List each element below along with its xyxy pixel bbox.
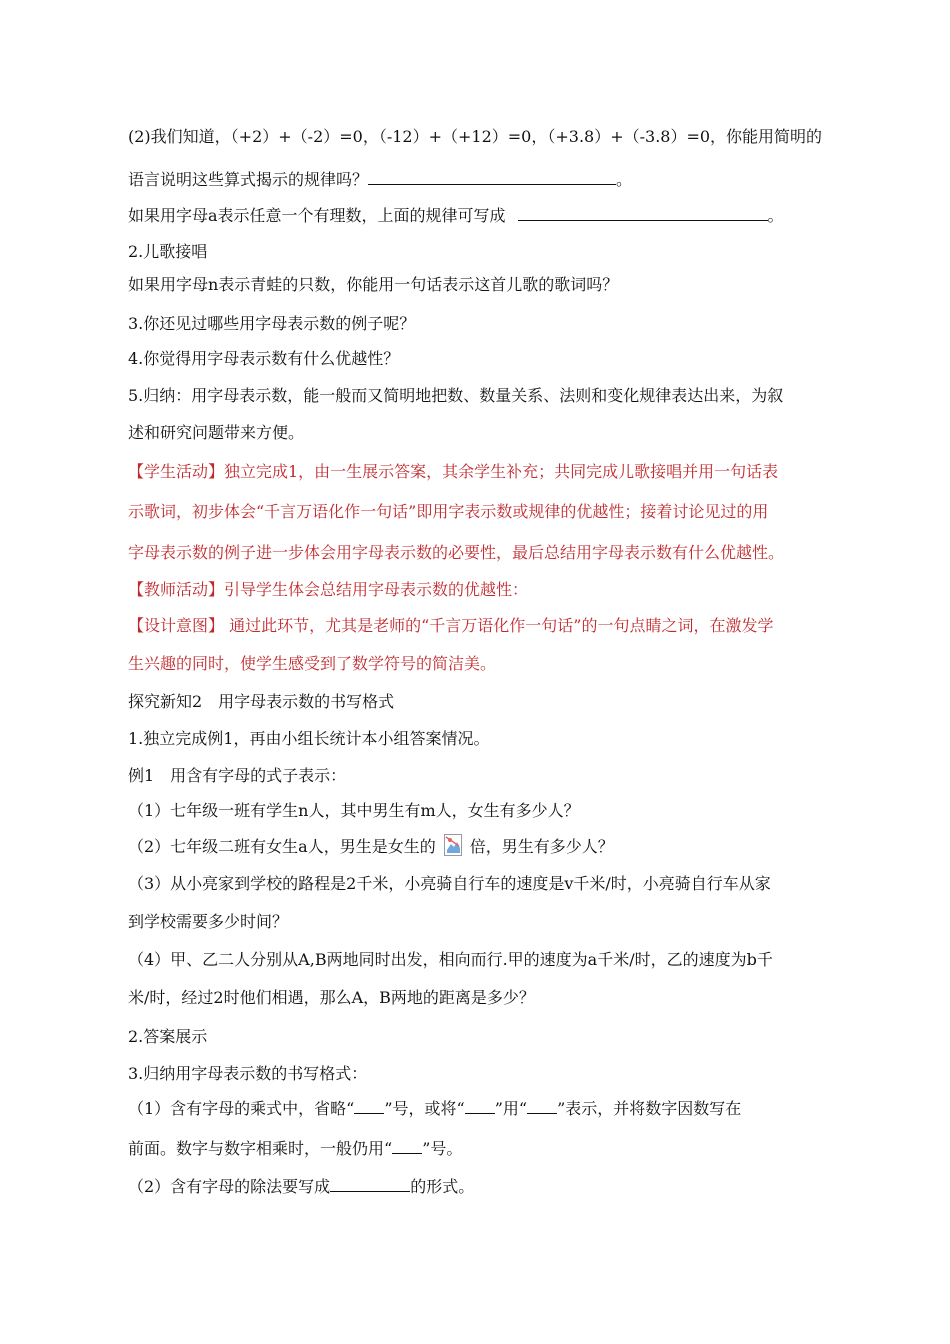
text-line: 1.独立完成例1，再由小组长统计本小组答案情况。 <box>128 729 490 748</box>
text-line: 如果用字母a表示任意一个有理数，上面的规律可写成 。 <box>128 206 784 225</box>
student-activity-text: 示歌词，初步体会“千言万语化作一句话”即用字表示数或规律的优越性；接着讨论见过的用 <box>128 502 769 521</box>
example-heading: 例1 用含有字母的式子表示： <box>128 766 347 785</box>
text-line: 米/时，经过2时他们相遇，那么A，B两地的距离是多少？ <box>128 988 535 1007</box>
broken-image-icon <box>444 834 462 856</box>
text-line: (2)我们知道，（+2）+（-2）=0，（-12）+（+12）=0，（+3.8）+（-3.8）=0，你能用简明的 <box>128 127 823 146</box>
text-line: （4）甲、乙二人分别从A,B两地同时出发，相向而行.甲的速度为a千米/时，乙的速度为b千 <box>128 950 773 969</box>
text-line: 如果用字母n表示青蛙的只数，你能用一句话表示这首儿歌的歌词吗？ <box>128 275 619 294</box>
text-line: （2）含有字母的除法要写成 的形式。 <box>128 1177 475 1196</box>
text-line: 述和研究问题带来方便。 <box>128 423 305 442</box>
teacher-activity-text: 【教师活动】引导学生体会总结用字母表示数的优越性： <box>128 580 529 599</box>
text-line: 到学校需要多少时间？ <box>128 912 289 931</box>
fill-in-blank[interactable] <box>354 1097 384 1114</box>
fill-in-blank[interactable] <box>527 1097 557 1114</box>
fill-in-blank[interactable] <box>368 168 616 185</box>
student-activity-text: 字母表示数的例子进一步体会用字母表示数的必要性，最后总结用字母表示数有什么优越性。 <box>128 543 785 562</box>
text-line: 前面。数字与数字相乘时，一般仍用“ ”号。 <box>128 1139 463 1158</box>
fill-in-blank[interactable] <box>392 1137 422 1154</box>
text-line: 3.归纳用字母表示数的书写格式： <box>128 1064 368 1083</box>
text-line: 2.答案展示 <box>128 1027 208 1046</box>
text-line: （1）含有字母的乘式中，省略“ ”号，或将“ ”用“ ”表示，并将数字因数写在 <box>128 1099 742 1118</box>
design-intent-text: 生兴趣的同时，使学生感受到了数学符号的简洁美。 <box>128 654 497 673</box>
text-line: （1）七年级一班有学生n人，其中男生有m人，女生有多少人？ <box>128 801 580 820</box>
text-line: 5.归纳：用字母表示数，能一般而又简明地把数、数量关系、法则和变化规律表达出来，为叙 <box>128 386 784 405</box>
section-heading: 探究新知2 用字母表示数的书写格式 <box>128 692 395 711</box>
fill-in-blank[interactable] <box>518 204 768 221</box>
text-line: 语言说明这些算式揭示的规律吗？ 。 <box>128 170 633 189</box>
fill-in-blank[interactable] <box>465 1097 495 1114</box>
text-line: （2）七年级二班有女生a人，男生是女生的 倍，男生有多少人？ <box>128 835 614 859</box>
student-activity-text: 【学生活动】独立完成1，由一生展示答案，其余学生补充；共同完成儿歌接唱并用一句话表 <box>128 462 779 481</box>
design-intent-text: 【设计意图】 通过此环节，尤其是老师的“千言万语化作一句话”的一句点睛之词，在激发学 <box>128 616 774 635</box>
section-heading: 2.儿歌接唱 <box>128 242 208 261</box>
text-line: （3）从小亮家到学校的路程是2千米，小亮骑自行车的速度是v千米/时，小亮骑自行车从家 <box>128 874 771 893</box>
fill-in-blank[interactable] <box>330 1175 410 1192</box>
text-line: 4.你觉得用字母表示数有什么优越性？ <box>128 349 400 368</box>
text-line: 3.你还见过哪些用字母表示数的例子呢？ <box>128 314 416 333</box>
